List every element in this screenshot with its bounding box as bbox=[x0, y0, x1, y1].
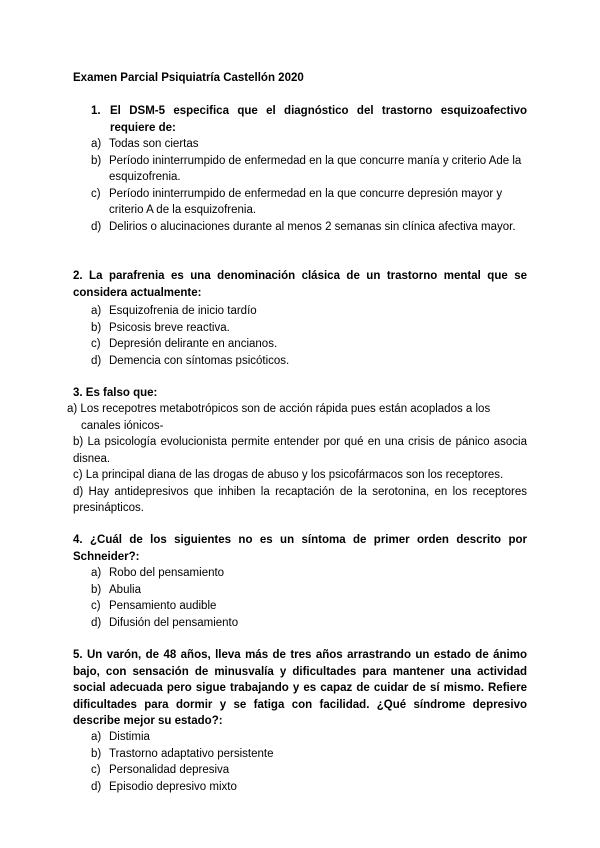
option-letter: c) bbox=[91, 764, 101, 776]
option-item bbox=[91, 598, 527, 615]
question-1-options bbox=[91, 136, 527, 235]
question-5 bbox=[73, 647, 527, 730]
option-text: Personalidad depresiva bbox=[109, 764, 230, 776]
option-text: Robo del pensamiento bbox=[109, 567, 225, 579]
option-letter: a) bbox=[91, 305, 102, 317]
option-text: Abulia bbox=[109, 583, 141, 596]
option-item bbox=[91, 615, 527, 632]
question-3-stem: 3. Es falso que: bbox=[73, 387, 158, 399]
question-2-stem: 2. La parafrenia es una denominación clásica de un trastorno mental que se considera actualmente: bbox=[73, 270, 527, 299]
question-1-stem bbox=[91, 103, 527, 136]
option-item bbox=[91, 582, 527, 599]
question-2-options bbox=[91, 303, 527, 369]
question-3 bbox=[73, 385, 527, 402]
option-text: Episodio depresivo mixto bbox=[109, 780, 237, 793]
option-text: Distimia bbox=[109, 731, 150, 743]
question-3-options bbox=[67, 401, 527, 434]
option-text: Período ininterrumpido de enfermedad en la que concurre manía y criterio Ade la esquizofrenia. bbox=[109, 154, 522, 183]
option-item bbox=[91, 153, 527, 186]
question-1 bbox=[91, 103, 527, 136]
option-letter: a) bbox=[91, 138, 102, 150]
option-letter: a) bbox=[91, 731, 102, 743]
option-letter: b) bbox=[91, 154, 102, 167]
question-4 bbox=[73, 532, 527, 565]
question-5-stem: 5. Un varón, de 48 años, lleva más de tres años arrastrando un estado de ánimo bajo, con sensación de minusvalía y dificultades para mantener una actividad social adecuada pero sigue trabajando y es capaz de cuidar de sí mismo. Refiere dificultades para dormir y se fatiga con facilidad. ¿Qué síndrome depresivo describe mejor su estado?: bbox=[73, 649, 527, 727]
option-text: Trastorno adaptativo persistente bbox=[109, 747, 274, 760]
option-item bbox=[91, 779, 527, 796]
option-letter: b) bbox=[91, 321, 102, 334]
option-text: Psicosis breve reactiva. bbox=[109, 321, 230, 334]
option-a-line-1: a) Los recepotres metabotrópicos son de acción rápida pues están acoplados a los bbox=[67, 403, 491, 415]
option-text: Esquizofrenia de inicio tardío bbox=[109, 305, 257, 317]
option-text: Pensamiento audible bbox=[109, 600, 217, 612]
option-letter: a) bbox=[91, 567, 102, 579]
option-item bbox=[91, 336, 527, 353]
question-5-options bbox=[91, 729, 527, 795]
option-letter: d) bbox=[91, 616, 102, 629]
question-3-options-rest bbox=[73, 434, 527, 517]
option-letter: d) bbox=[91, 780, 102, 793]
option-item bbox=[91, 565, 527, 582]
option-item bbox=[91, 219, 527, 236]
option-item bbox=[91, 320, 527, 337]
option-letter: d) bbox=[91, 354, 102, 367]
option-text: Todas son ciertas bbox=[109, 138, 199, 150]
option-text: Demencia con síntomas psicóticos. bbox=[109, 354, 290, 367]
option-text: Delirios o alucinaciones durante al menos 2 semanas sin clínica afectiva mayor. bbox=[109, 220, 516, 233]
document-title: Examen Parcial Psiquiatría Castellón 2020 bbox=[73, 72, 304, 84]
option-item bbox=[91, 136, 527, 153]
option-b: b) La psicología evolucionista permite entender por qué en una crisis de pánico asocia disnea. bbox=[73, 436, 527, 465]
option-a-line-2: canales iónicos- bbox=[81, 419, 164, 432]
option-letter: b) bbox=[91, 747, 102, 760]
option-letter: c) bbox=[91, 600, 101, 612]
question-4-options bbox=[91, 565, 527, 631]
option-letter: b) bbox=[91, 583, 102, 596]
option-item bbox=[91, 729, 527, 746]
question-1-text: El DSM-5 especifica que el diagnóstico del trastorno esquizoafectivo requiere de: bbox=[110, 105, 527, 134]
question-2 bbox=[73, 268, 527, 301]
option-d: d) Hay antidepresivos que inhiben la recaptación de la serotonina, en los receptores presinápticos. bbox=[73, 485, 527, 514]
question-1-number: 1. bbox=[91, 105, 101, 117]
option-text: Depresión delirante en ancianos. bbox=[109, 338, 278, 350]
option-item bbox=[91, 303, 527, 320]
option-c: c) La principal diana de las drogas de abuso y los psicofármacos son los receptores. bbox=[73, 469, 504, 481]
option-item bbox=[91, 762, 527, 779]
option-letter: c) bbox=[91, 187, 101, 200]
option-item bbox=[91, 186, 527, 219]
option-letter: c) bbox=[91, 338, 101, 350]
question-4-stem: 4. ¿Cuál de los siguientes no es un síntoma de primer orden descrito por Schneider?: bbox=[73, 534, 527, 563]
option-text: Difusión del pensamiento bbox=[109, 616, 239, 629]
option-item bbox=[91, 746, 527, 763]
option-item bbox=[91, 353, 527, 370]
option-letter: d) bbox=[91, 220, 102, 233]
option-text: Período ininterrumpido de enfermedad en la que concurre depresión mayor y criterio A de la esquizofrenia. bbox=[109, 187, 503, 216]
